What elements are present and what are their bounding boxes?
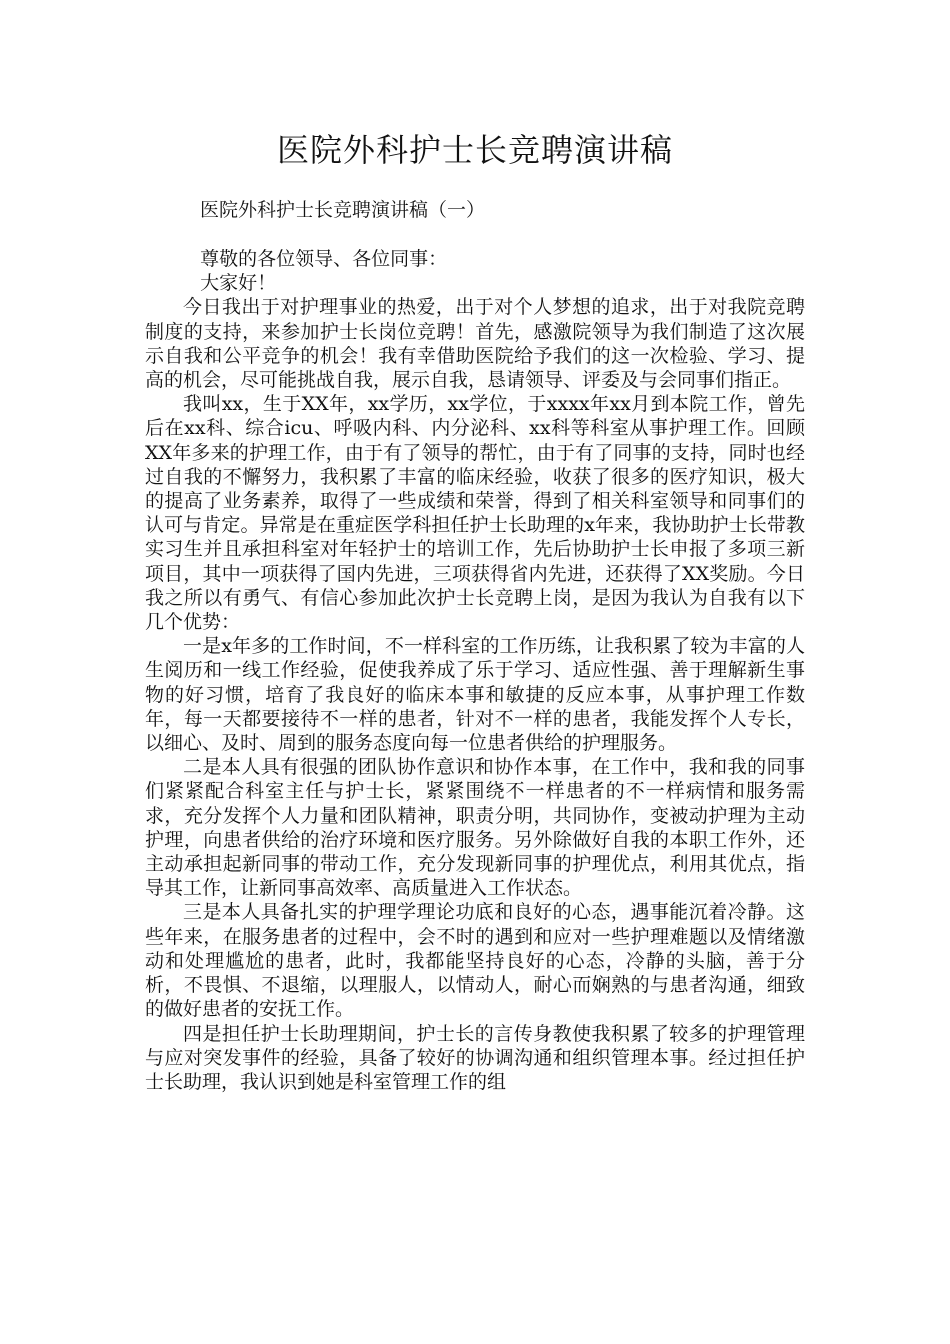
paragraph: 四是担任护士长助理期间，护士长的言传身教使我积累了较多的护理管理与应对突发事件的经验，具备了较好的协调沟通和组织管理本事。经过担任护士长助理，我认识到她是科室管理工作的组 <box>145 1022 805 1093</box>
document-body <box>145 247 805 1094</box>
document-title: 医院外科护士长竞聘演讲稿 <box>276 131 673 169</box>
paragraph: 二是本人具有很强的团队协作意识和协作本事，在工作中，我和我的同事们紧紧配合科室主任与护士长，紧紧围绕不一样患者的不一样病情和服务需求，充分发挥个人力量和团队精神，职责分明，共同协作，变被动护理为主动护理，向患者供给的治疗环境和医疗服务。另外除做好自我的本职工作外，还主动承担起新同事的带动工作，充分发现新同事的护理优点，利用其优点，指导其工作，让新同事高效率、高质量进入工作状态。 <box>145 756 805 900</box>
paragraph: 一是x年多的工作时间，不一样科室的工作历练，让我积累了较为丰富的人生阅历和一线工作经验，促使我养成了乐于学习、适应性强、善于理解新生事物的好习惯，培育了我良好的临床本事和敏捷的反应本事，从事护理工作数年，每一天都要接待不一样的患者，针对不一样的患者，我能发挥个人专长，以细心、及时、周到的服务态度向每一位患者供给的护理服务。 <box>145 635 805 755</box>
paragraph: 三是本人具备扎实的护理学理论功底和良好的心态，遇事能沉着冷静。这些年来，在服务患者的过程中，会不时的遇到和应对一些护理难题以及情绪激动和处理尴尬的患者，此时，我都能坚持良好的心态，冷静的头脑，善于分析，不畏惧、不退缩，以理服人，以情动人，耐心而娴熟的与患者沟通，细致的做好患者的安抚工作。 <box>145 901 805 1021</box>
greeting: 大家好！ <box>200 272 277 295</box>
paragraph: 今日我出于对护理事业的热爱，出于对个人梦想的追求，出于对我院竞聘制度的支持，来参加护士长岗位竞聘！首先，感激院领导为我们制造了这次展示自我和公平竞争的机会！我有幸借助医院给予我们的这一次检验、学习、提高的机会，尽可能挑战自我，展示自我，恳请领导、评委及与会同事们指正。 <box>145 296 805 392</box>
salutation: 尊敬的各位领导、各位同事： <box>200 248 448 270</box>
document-subtitle: 医院外科护士长竞聘演讲稿（一） <box>200 199 486 221</box>
paragraph: 我叫xx，生于XX年，xx学历，xx学位，于xxxx年xx月到本院工作，曾先后在xx科、综合icu、呼吸内科、内分泌科、xx科等科室从事护理工作。回顾XX年多来的护理工作，由于有了领导的帮忙，由于有了同事的支持，同时也经过自我的不懈努力，我积累了丰富的临床经验，收获了很多的医疗知识，极大的提高了业务素养，取得了一些成绩和荣誉，得到了相关科室领导和同事们的认可与肯定。异常是在重症医学科担任护士长助理的x年来，我协助护士长带教实习生并且承担科室对年轻护士的培训工作，先后协助护士长申报了多项三新项目，其中一项获得了国内先进，三项获得省内先进，还获得了XX奖励。今日我之所以有勇气、有信心参加此次护士长竞聘上岗，是因为我认为自我有以下几个优势： <box>145 393 805 634</box>
